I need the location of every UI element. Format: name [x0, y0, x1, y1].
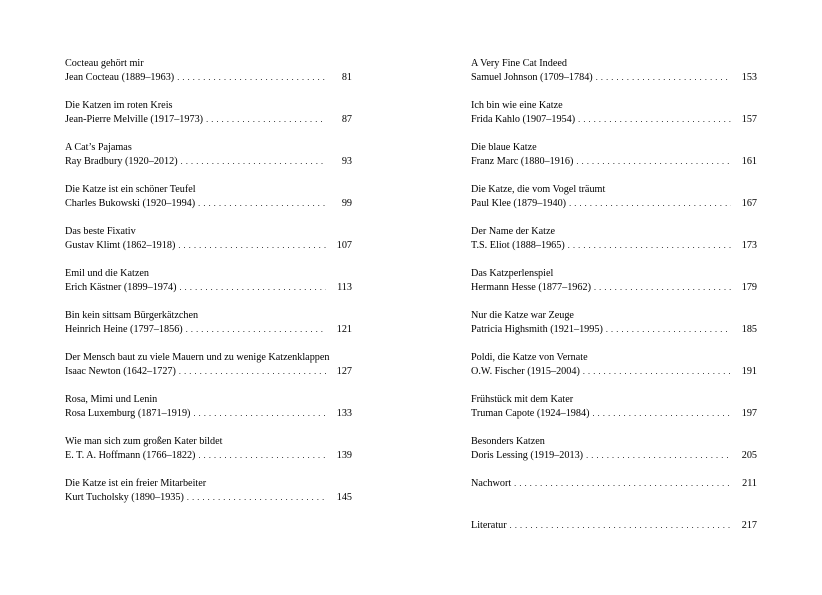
- dot-leader: [586, 449, 731, 463]
- entry-author: Hermann Hesse (1877–1962): [471, 282, 591, 293]
- entry-title: Der Mensch baut zu viele Mauern und zu wenige Katzenklappen: [65, 352, 330, 363]
- entry-line: [471, 113, 757, 127]
- entry-author: Truman Capote (1924–1984): [471, 408, 590, 419]
- entry-line: [65, 407, 352, 421]
- toc-entry: [65, 309, 352, 351]
- entry-title: A Cat’s Pajamas: [65, 142, 132, 153]
- entry-author: O.W. Fischer (1915–2004): [471, 366, 580, 377]
- entry-line: [65, 449, 352, 463]
- entry-author: Isaac Newton (1642–1727): [65, 366, 176, 377]
- toc-entry: [471, 57, 757, 99]
- page-number: 157: [741, 114, 757, 125]
- page-number: 81: [341, 72, 352, 83]
- entry-author: Samuel Johnson (1709–1784): [471, 72, 593, 83]
- entry-line: [65, 491, 352, 505]
- page-number: 153: [741, 72, 757, 83]
- entry-title: Wie man sich zum großen Kater bildet: [65, 436, 223, 447]
- entry-title: A Very Fine Cat Indeed: [471, 58, 568, 69]
- page-number: 133: [336, 408, 352, 419]
- dot-leader: [568, 239, 731, 253]
- entry-line: [471, 239, 757, 253]
- toc-entry: [471, 393, 757, 435]
- toc-entry: [65, 351, 352, 393]
- toc-entry: [471, 435, 757, 477]
- entry-title: Frühstück mit dem Kater: [471, 394, 574, 405]
- entry-author: Franz Marc (1880–1916): [471, 156, 574, 167]
- entry-line: [471, 449, 757, 463]
- entry-author: Patricia Highsmith (1921–1995): [471, 324, 603, 335]
- entry-line: [471, 155, 757, 169]
- entry-author: Rosa Luxemburg (1871–1919): [65, 408, 191, 419]
- dot-leader: [206, 113, 326, 127]
- page-number: 197: [741, 408, 757, 419]
- entry-title: Die Katze, die vom Vogel träumt: [471, 184, 606, 195]
- entry-author: Frida Kahlo (1907–1954): [471, 114, 576, 125]
- entry-title: Bin kein sittsam Bürgerkätzchen: [65, 310, 199, 321]
- entry-author: Jean Cocteau (1889–1963): [65, 72, 175, 83]
- page-number: 205: [741, 450, 757, 461]
- dot-leader: [178, 239, 326, 253]
- page-number: 93: [341, 156, 352, 167]
- entry-author: Ray Bradbury (1920–2012): [65, 156, 178, 167]
- entry-author: Doris Lessing (1919–2013): [471, 450, 584, 461]
- dot-leader: [594, 281, 731, 295]
- entry-line: [65, 323, 352, 337]
- dot-leader: [177, 71, 326, 85]
- page-number: 185: [741, 324, 757, 335]
- entry-line: [471, 71, 757, 85]
- page-number: 211: [742, 478, 757, 489]
- entry-line: [65, 71, 352, 85]
- toc-entry: [65, 435, 352, 477]
- page-number: 217: [741, 520, 757, 531]
- page-number: 99: [341, 198, 352, 209]
- toc-entry: [471, 477, 757, 519]
- dot-leader: [198, 449, 326, 463]
- dot-leader: [592, 407, 731, 421]
- dot-leader: [606, 323, 731, 337]
- entry-title: Die Katzen im roten Kreis: [65, 100, 173, 111]
- toc-entry: [471, 99, 757, 141]
- dot-leader: [186, 323, 326, 337]
- toc-entry: [65, 99, 352, 141]
- entry-line: [65, 155, 352, 169]
- entry-author: Jean-Pierre Melville (1917–1973): [65, 114, 204, 125]
- toc-entry: [471, 309, 757, 351]
- entry-line: [65, 113, 352, 127]
- dot-leader: [193, 407, 326, 421]
- entry-title: Nur die Katze war Zeuge: [471, 310, 574, 321]
- entry-author: Paul Klee (1879–1940): [471, 198, 567, 209]
- dot-leader: [578, 113, 731, 127]
- toc-entry: [65, 225, 352, 267]
- dot-leader: [198, 197, 326, 211]
- dot-leader: [569, 197, 731, 211]
- dot-leader: [187, 491, 326, 505]
- toc-entry: [65, 57, 352, 99]
- entry-title: Die blaue Katze: [471, 142, 537, 153]
- page-number: 87: [341, 114, 352, 125]
- entry-line: [471, 477, 757, 491]
- entry-title: Der Name der Katze: [471, 226, 555, 237]
- page-number: 167: [741, 198, 757, 209]
- entry-title: Poldi, die Katze von Vernate: [471, 352, 588, 363]
- dot-leader: [583, 365, 731, 379]
- entry-line: [65, 197, 352, 211]
- toc-entry: [65, 141, 352, 183]
- toc-entry: [471, 141, 757, 183]
- page-number: 145: [336, 492, 352, 503]
- toc-entry: [65, 393, 352, 435]
- toc-entry: [65, 267, 352, 309]
- entry-line: [471, 197, 757, 211]
- entry-title: Die Katze ist ein freier Mitarbeiter: [65, 478, 207, 489]
- toc-left-column: [65, 57, 352, 519]
- entry-line: [471, 281, 757, 295]
- entry-author: E. T. A. Hoffmann (1766–1822): [65, 450, 196, 461]
- entry-title: Emil und die Katzen: [65, 268, 150, 279]
- dot-leader: [510, 519, 731, 533]
- toc-entry: [471, 267, 757, 309]
- dot-leader: [514, 477, 731, 491]
- entry-author: Erich Kästner (1899–1974): [65, 282, 177, 293]
- page-number: 161: [741, 156, 757, 167]
- entry-line: [471, 365, 757, 379]
- entry-line: [65, 365, 352, 379]
- entry-line: [471, 323, 757, 337]
- entry-line: [65, 239, 352, 253]
- entry-title: Cocteau gehört mir: [65, 58, 144, 69]
- entry-title: Ich bin wie eine Katze: [471, 100, 563, 111]
- entry-author: Gustav Klimt (1862–1918): [65, 240, 176, 251]
- dot-leader: [179, 281, 326, 295]
- page-number: 113: [337, 282, 352, 293]
- dot-leader: [179, 365, 326, 379]
- page-number: 173: [741, 240, 757, 251]
- dot-leader: [576, 155, 731, 169]
- entry-title: Besonders Katzen: [471, 436, 545, 447]
- entry-line: [65, 281, 352, 295]
- entry-title: Das beste Fixativ: [65, 226, 136, 237]
- page-number: 107: [336, 240, 352, 251]
- dot-leader: [181, 155, 326, 169]
- page-number: 191: [741, 366, 757, 377]
- entry-title: Das Katzperlenspiel: [471, 268, 554, 279]
- page-number: 127: [336, 366, 352, 377]
- page-number: 121: [336, 324, 352, 335]
- toc-entry: [471, 351, 757, 393]
- entry-author: Charles Bukowski (1920–1994): [65, 198, 196, 209]
- toc-right-column: [471, 57, 757, 561]
- entry-label: Literatur: [471, 520, 507, 531]
- entry-title: Rosa, Mimi und Lenin: [65, 394, 158, 405]
- toc-entry: [65, 477, 352, 519]
- dot-leader: [596, 71, 731, 85]
- page-number: 179: [741, 282, 757, 293]
- entry-line: [471, 407, 757, 421]
- page-number: 139: [336, 450, 352, 461]
- entry-label: Nachwort: [471, 478, 512, 489]
- entry-title: Die Katze ist ein schöner Teufel: [65, 184, 196, 195]
- entry-author: Kurt Tucholsky (1890–1935): [65, 492, 184, 503]
- entry-author: T.S. Eliot (1888–1965): [471, 240, 565, 251]
- toc-entry: [471, 225, 757, 267]
- entry-line: [471, 519, 757, 533]
- toc-entry: [471, 519, 757, 561]
- toc-entry: [471, 183, 757, 225]
- entry-author: Heinrich Heine (1797–1856): [65, 324, 183, 335]
- toc-entry: [65, 183, 352, 225]
